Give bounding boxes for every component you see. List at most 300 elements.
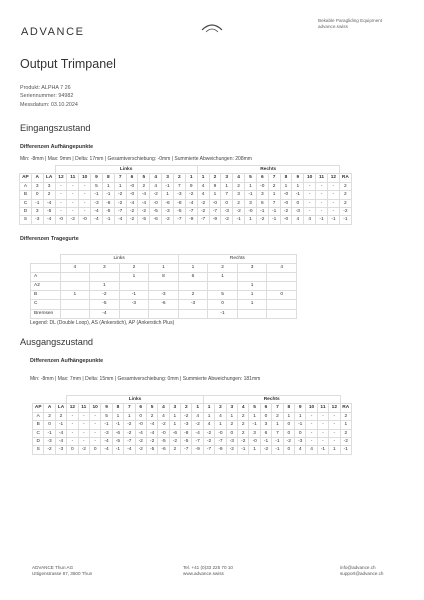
table-cell: -4	[138, 191, 150, 199]
table-cell: -1	[102, 191, 114, 199]
column-header: LA	[43, 174, 55, 182]
table-cell: -2	[226, 446, 237, 454]
column-header: 1	[185, 174, 197, 182]
table-cell: 0	[292, 199, 304, 207]
table-cell: 1	[208, 273, 238, 282]
table-cell: -1	[256, 208, 268, 216]
table-cell: -7	[124, 438, 135, 446]
table-cell: -	[55, 191, 67, 199]
footer-contact	[183, 565, 233, 578]
table-cell: 0	[89, 446, 100, 454]
table-cell: -	[55, 208, 67, 216]
row-label: A2	[31, 282, 61, 291]
table-cell: -1	[101, 421, 112, 429]
table-row	[33, 429, 352, 437]
table-cell: -2	[78, 446, 89, 454]
table-cell: -1	[260, 438, 271, 446]
table-cell: 2	[233, 182, 245, 190]
column-header: AP	[33, 404, 44, 412]
row-label: D	[33, 438, 44, 446]
table-cell: -2	[339, 208, 351, 216]
column-header: 10	[89, 404, 100, 412]
column-header: 6	[260, 404, 271, 412]
group-header-spacer	[31, 255, 61, 264]
table-cell	[60, 300, 90, 309]
table-cell: -	[55, 199, 67, 207]
table-cell: -5	[173, 208, 185, 216]
row-label: C	[31, 300, 61, 309]
table-cell	[237, 273, 267, 282]
column-header: 11	[316, 174, 328, 182]
table-cell: -	[317, 412, 328, 420]
table-cell: -	[78, 429, 89, 437]
table-cell: -6	[149, 300, 179, 309]
table-cell: -6	[162, 199, 174, 207]
table-cell: 1	[280, 182, 292, 190]
table-cell: -2	[203, 429, 214, 437]
table-cell: -	[78, 421, 89, 429]
column-header: 9	[292, 174, 304, 182]
table-cell: -5	[146, 446, 157, 454]
column-header: 5	[249, 404, 260, 412]
table-cell: 2	[238, 421, 249, 429]
table-cell	[208, 282, 238, 291]
table-cell: -2	[158, 421, 169, 429]
table-cell: -2	[124, 421, 135, 429]
table-cell: 2	[169, 446, 180, 454]
table-cell: -1	[233, 216, 245, 224]
table-cell	[60, 273, 90, 282]
table-row	[33, 438, 352, 446]
table-cell: -1	[294, 421, 305, 429]
table-cell: -2	[126, 216, 138, 224]
table-cell: -1	[316, 216, 328, 224]
table-cell	[149, 309, 179, 318]
table-cell: 1	[209, 191, 221, 199]
table-cell: -	[327, 199, 339, 207]
table-cell: -4	[114, 216, 126, 224]
column-header: 12	[67, 404, 78, 412]
table-cell: 2	[55, 412, 66, 420]
column-header: 8	[280, 174, 292, 182]
table-cell: -2	[150, 191, 162, 199]
table-cell: -	[67, 412, 78, 420]
column-header: A	[31, 174, 43, 182]
column-header: 3	[169, 404, 180, 412]
table-cell: 4	[197, 191, 209, 199]
table-cell: 2	[339, 199, 351, 207]
table-cell: -3	[44, 438, 55, 446]
table-cell: 1	[60, 291, 90, 300]
table-cell: -0	[79, 216, 91, 224]
subheading-aufhaengepunkte-ausgang: Differenzen Aufhängepunkte	[30, 358, 104, 364]
table-cell: 4	[192, 412, 203, 420]
table-cell: -5	[138, 216, 150, 224]
table-cell: -2	[197, 208, 209, 216]
row-label: B	[33, 421, 44, 429]
group-header-row	[31, 255, 297, 264]
column-header: 3	[226, 404, 237, 412]
table-cell: -1	[340, 446, 351, 454]
group-header-spacer	[20, 166, 56, 174]
table-cell: 1	[226, 412, 237, 420]
table-cell: -	[79, 191, 91, 199]
table-cell: -1	[272, 446, 283, 454]
row-label: A	[31, 273, 61, 282]
table-cell: -0	[249, 438, 260, 446]
table-cell: -	[304, 199, 316, 207]
table-cell: -9	[209, 216, 221, 224]
table-cell	[267, 300, 297, 309]
column-header: 9	[91, 174, 103, 182]
column-header: 5	[245, 174, 257, 182]
table-cell: -4	[146, 429, 157, 437]
table-cell: -	[329, 421, 340, 429]
table-cell: -0	[256, 182, 268, 190]
table-row	[31, 282, 297, 291]
table-cell: -2	[260, 446, 271, 454]
table-cell: -2	[192, 421, 203, 429]
column-header: 7	[124, 404, 135, 412]
footer-website-link[interactable]: www.advance.swiss	[183, 571, 224, 577]
table-cell: -7	[215, 438, 226, 446]
table-cell: -2	[238, 438, 249, 446]
table-cell: 8	[149, 273, 179, 282]
table-cell	[178, 309, 208, 318]
table-cell: -0	[135, 421, 146, 429]
table-cell: 0	[67, 446, 78, 454]
table-cell: -6	[112, 429, 123, 437]
column-header: RA	[339, 174, 351, 182]
table-cell	[267, 282, 297, 291]
column-header: 3	[90, 264, 120, 273]
table-cell: -	[89, 421, 100, 429]
table-cell: -	[89, 429, 100, 437]
column-header: 10	[79, 174, 91, 182]
row-label: C	[20, 199, 32, 207]
table-cell: -7	[192, 438, 203, 446]
table-cell: 1	[169, 421, 180, 429]
table-cell: -1	[327, 216, 339, 224]
table-cell: -1	[238, 446, 249, 454]
column-header: 11	[317, 404, 328, 412]
table-cell: 2	[146, 412, 157, 420]
table-cell: -2	[90, 291, 120, 300]
section-heading-eingang: Eingangszustand	[20, 123, 91, 133]
footer-company-name: ADVANCE Thun AG	[32, 565, 74, 570]
table-cell: -5	[181, 438, 192, 446]
table-cell: -4	[138, 199, 150, 207]
table-cell: -9	[215, 446, 226, 454]
table-cell	[149, 282, 179, 291]
row-label: S	[33, 446, 44, 454]
table-cell: 5	[91, 182, 103, 190]
aufhaengepunkte-table-eingang	[19, 165, 352, 225]
table-cell: -2	[44, 446, 55, 454]
table-cell: -	[316, 199, 328, 207]
table-cell: -0	[55, 216, 67, 224]
table-cell: -8	[173, 199, 185, 207]
table-cell: 2	[178, 291, 208, 300]
table-cell: 0	[294, 429, 305, 437]
column-header: 5	[146, 404, 157, 412]
table-cell: 1	[102, 182, 114, 190]
table-cell: -	[67, 199, 79, 207]
table-cell: 1	[283, 412, 294, 420]
group-header-rechts: Rechts	[178, 255, 296, 264]
table-cell: -3	[91, 199, 103, 207]
table-cell: 4	[292, 216, 304, 224]
column-header: 4	[150, 174, 162, 182]
table-cell: -	[316, 182, 328, 190]
table-cell: 0	[283, 421, 294, 429]
table-cell: 0	[44, 421, 55, 429]
table-cell: -4	[192, 429, 203, 437]
table-cell: -6	[150, 216, 162, 224]
table-cell: 1	[169, 412, 180, 420]
table-cell	[60, 282, 90, 291]
table-row	[31, 291, 297, 300]
table-cell: 9	[185, 182, 197, 190]
table-cell: -9	[185, 216, 197, 224]
column-header: 1	[178, 264, 208, 273]
table-cell: -7	[185, 208, 197, 216]
table-cell: 1	[245, 216, 257, 224]
group-header-spacer	[339, 166, 351, 174]
table-row	[20, 216, 352, 224]
table-row	[33, 446, 352, 454]
table-cell: 0	[283, 429, 294, 437]
table-cell: -2	[114, 199, 126, 207]
subheading-aufhaengepunkte-eingang: Differenzen Aufhängepunkte	[20, 144, 94, 150]
table-cell: -0	[245, 208, 257, 216]
table-cell: 1	[292, 182, 304, 190]
column-header: 3	[221, 174, 233, 182]
table-cell: 1	[215, 421, 226, 429]
table-cell: -3	[181, 421, 192, 429]
table-cell: 1	[203, 412, 214, 420]
table-cell: 1	[237, 300, 267, 309]
table-cell: 1	[90, 282, 120, 291]
table-cell: 1	[119, 273, 149, 282]
table-cell: 2	[272, 412, 283, 420]
table-cell	[237, 309, 267, 318]
table-cell: -	[304, 191, 316, 199]
table-cell: -2	[169, 438, 180, 446]
table-cell: -1	[91, 191, 103, 199]
table-cell: -2	[114, 191, 126, 199]
table-cell: -	[67, 438, 78, 446]
table-cell: 0	[31, 191, 43, 199]
footer-emails	[340, 565, 383, 578]
column-header: 6	[135, 404, 146, 412]
group-header-links: Links	[55, 166, 197, 174]
table-cell: -2	[221, 216, 233, 224]
table-cell: -5	[90, 300, 120, 309]
table-cell: -1	[317, 446, 328, 454]
table-cell: 6	[260, 429, 271, 437]
table-cell: -2	[340, 438, 351, 446]
table-cell: 6	[178, 273, 208, 282]
table-cell: -	[329, 438, 340, 446]
table-cell: -	[79, 182, 91, 190]
table-cell: -1	[339, 216, 351, 224]
column-header: 1	[197, 174, 209, 182]
table-cell: -	[67, 191, 79, 199]
column-header: RA	[340, 404, 351, 412]
table-cell: -3	[31, 216, 43, 224]
table-cell: -4	[55, 429, 66, 437]
tagline-line1: Bekable Paragliding Equipment	[318, 18, 383, 23]
table-row	[33, 412, 352, 420]
table-cell: -	[306, 438, 317, 446]
table-cell: -2	[283, 438, 294, 446]
table-row	[20, 199, 352, 207]
table-cell: -6	[169, 429, 180, 437]
table-cell: -5	[112, 438, 123, 446]
table-cell: -1	[268, 216, 280, 224]
table-cell: -1	[31, 199, 43, 207]
footer-support-email-link[interactable]: support@advance.ch	[340, 571, 384, 577]
table-row	[20, 182, 352, 190]
row-label: Bremsen	[31, 309, 61, 318]
table-cell: -0	[209, 199, 221, 207]
table-cell: -5	[102, 208, 114, 216]
group-header-spacer	[33, 396, 67, 404]
aufhaengepunkte-table-ausgang	[32, 395, 352, 455]
group-header-rechts: Rechts	[197, 166, 339, 174]
table-cell: 3	[31, 182, 43, 190]
table-cell: -1	[112, 421, 123, 429]
table-cell: -1	[112, 446, 123, 454]
column-header: 2	[209, 174, 221, 182]
table-cell: -	[329, 412, 340, 420]
header-tagline	[318, 18, 382, 30]
group-header-rechts: Rechts	[203, 396, 340, 404]
column-header: AP	[20, 174, 32, 182]
table-cell: -3	[55, 446, 66, 454]
table-cell: 1	[340, 421, 351, 429]
table-cell: -	[67, 182, 79, 190]
table-cell: 4	[203, 421, 214, 429]
table-cell	[119, 309, 149, 318]
table-cell	[267, 309, 297, 318]
table-cell: -1	[249, 421, 260, 429]
table-cell: -1	[102, 216, 114, 224]
table-cell: 3	[233, 191, 245, 199]
table-cell: -3	[226, 438, 237, 446]
column-header: 4	[238, 404, 249, 412]
table-cell: -1	[268, 208, 280, 216]
footer-info-email-link[interactable]: info@advance.ch	[340, 565, 376, 570]
table-cell: 4	[304, 216, 316, 224]
table-cell: -4	[43, 216, 55, 224]
table-cell: 4	[197, 182, 209, 190]
column-header: 9	[101, 404, 112, 412]
table-cell: -	[55, 182, 67, 190]
table-cell: -6	[158, 446, 169, 454]
table-cell: -	[304, 208, 316, 216]
table-cell: -4	[101, 446, 112, 454]
table-cell: -	[306, 421, 317, 429]
table-cell: -2	[197, 199, 209, 207]
table-cell: 1	[112, 412, 123, 420]
tragegurte-table	[30, 254, 297, 319]
table-cell: 0	[260, 412, 271, 420]
table-cell: -4	[91, 216, 103, 224]
table-cell: -1	[245, 191, 257, 199]
column-header: 11	[67, 174, 79, 182]
table-cell: 2	[340, 412, 351, 420]
column-header: 2	[119, 264, 149, 273]
table-row	[20, 191, 352, 199]
column-header: 12	[55, 174, 67, 182]
table-cell: -4	[146, 421, 157, 429]
table-cell: -2	[124, 429, 135, 437]
table-cell: -4	[126, 199, 138, 207]
table-row	[31, 309, 297, 318]
table-cell: -9	[192, 446, 203, 454]
footer-company	[32, 565, 92, 578]
section-heading-ausgang: Ausgangszustand	[20, 337, 94, 347]
table-cell: 1	[124, 412, 135, 420]
table-cell: 1	[221, 182, 233, 190]
table-cell: -5	[150, 208, 162, 216]
stats-ausgang: Min: -8mm | Max: 7mm | Delta: 15mm | Gesamtverschiebung: 0mm | Summierte Abweichungen: 181mm	[30, 376, 261, 382]
table-cell: -	[316, 191, 328, 199]
column-header: 1	[203, 404, 214, 412]
column-header-row	[20, 174, 352, 182]
table-cell: -3	[149, 291, 179, 300]
column-header: 6	[256, 174, 268, 182]
table-cell: -2	[135, 446, 146, 454]
table-cell: -0	[150, 199, 162, 207]
column-header: 6	[126, 174, 138, 182]
table-cell: -2	[135, 438, 146, 446]
table-cell: -2	[233, 208, 245, 216]
column-header: 4	[60, 264, 90, 273]
table-row	[31, 273, 297, 282]
group-header-row	[33, 396, 352, 404]
table-cell: 4	[306, 446, 317, 454]
meta-date: Messdatum: 03.10.2024	[20, 101, 78, 108]
table-cell: 4	[215, 412, 226, 420]
table-cell: -3	[119, 300, 149, 309]
table-cell: -8	[181, 429, 192, 437]
table-cell: -6	[102, 199, 114, 207]
table-cell: -	[78, 412, 89, 420]
table-cell: -0	[280, 199, 292, 207]
subheading-tragegurte: Differenzen Tragegurte	[20, 236, 79, 242]
table-cell: 3	[249, 429, 260, 437]
table-cell: -7	[203, 446, 214, 454]
table-cell: -2	[162, 216, 174, 224]
table-cell: -4	[55, 438, 66, 446]
table-cell: -3	[221, 208, 233, 216]
table-cell: -7	[197, 216, 209, 224]
table-cell: 1	[245, 182, 257, 190]
table-cell: 1	[249, 412, 260, 420]
table-cell: 1	[294, 412, 305, 420]
footer-company-address: Uttigenstrasse 87, 3600 Thun	[32, 571, 93, 577]
table-cell: -5	[43, 208, 55, 216]
column-header: 8	[102, 174, 114, 182]
table-cell: 1	[268, 191, 280, 199]
table-cell: 3	[31, 208, 43, 216]
table-cell: -2	[256, 216, 268, 224]
table-cell: 4	[150, 182, 162, 190]
table-cell: 0	[221, 199, 233, 207]
